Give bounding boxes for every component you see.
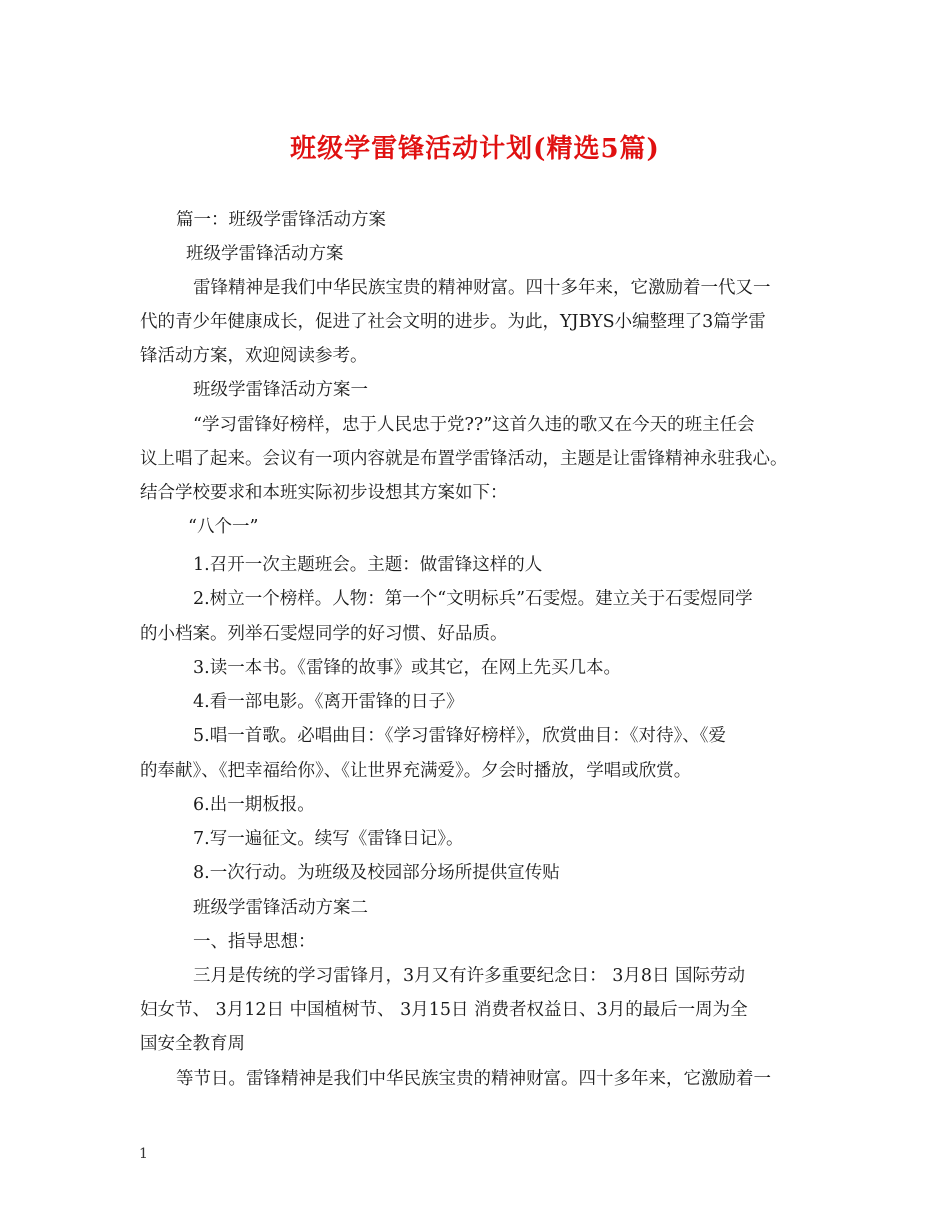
subheading: 班级学雷锋活动方案二 (193, 898, 368, 918)
paragraph-line: 国安全教育周 (140, 1034, 245, 1054)
list-item: 7.写一遍征文。续写《雷锋日记》。 (193, 829, 464, 849)
list-item: 5.唱一首歌。必唱曲目：《学习雷锋好榜样》，欣赏曲目：《对待》、《爱 (193, 726, 726, 746)
paragraph-line: 代的青少年健康成长，促进了社会文明的进步。为此，YJBYS小编整理了3篇学雷 (140, 312, 766, 332)
list-item-continuation: 的奉献》、《把幸福给你》、《让世界充满爱》。夕会时播放，学唱或欣赏。 (140, 761, 692, 781)
paragraph-line: “学习雷锋好榜样，忠于人民忠于党??”这首久违的歌又在今天的班主任会 (193, 415, 755, 435)
list-item: 4.看一部电影。《离开雷锋的日子》 (193, 692, 464, 712)
paragraph-line: 等节日。雷锋精神是我们中华民族宝贵的精神财富。四十多年来，它激励着一 (176, 1069, 771, 1089)
subheading: 班级学雷锋活动方案一 (193, 380, 368, 400)
list-item: 3.读一本书。《雷锋的故事》或其它，在网上先买几本。 (193, 658, 621, 678)
paragraph-line: 三月是传统的学习雷锋月，3月又有许多重要纪念日： 3月8日 国际劳动 (193, 966, 746, 986)
subheading: 一、指导思想： (193, 932, 316, 952)
paragraph-line: 锋活动方案，欢迎阅读参考。 (140, 346, 368, 366)
list-item: 8.一次行动。为班级及校园部分场所提供宣传贴 (193, 863, 560, 883)
paragraph-line: 议上唱了起来。会议有一项内容就是布置学雷锋活动，主题是让雷锋精神永驻我心。 (140, 449, 788, 469)
list-item: 6.出一期板报。 (193, 795, 315, 815)
paragraph-line: 结合学校要求和本班实际初步设想其方案如下： (140, 483, 508, 503)
paragraph-line: 妇女节、 3月12日 中国植树节、 3月15日 消费者权益日、3月的最后一周为全 (140, 1000, 748, 1020)
list-item: 2.树立一个榜样。人物：第一个“文明标兵”石雯煜。建立关于石雯煜同学 (193, 589, 753, 609)
list-item: 1.召开一次主题班会。主题：做雷锋这样的人 (193, 555, 543, 575)
paragraph-line: 雷锋精神是我们中华民族宝贵的精神财富。四十多年来，它激励着一代又一 (193, 278, 771, 298)
section-heading: 篇一：班级学雷锋活动方案 (176, 210, 386, 230)
page-number: 1 (139, 1146, 148, 1162)
paragraph-line: “八个一” (188, 517, 259, 537)
document-title: 班级学雷锋活动计划(精选5篇) (290, 134, 660, 164)
subheading: 班级学雷锋活动方案 (186, 244, 344, 264)
list-item-continuation: 的小档案。列举石雯煜同学的好习惯、好品质。 (140, 624, 508, 644)
